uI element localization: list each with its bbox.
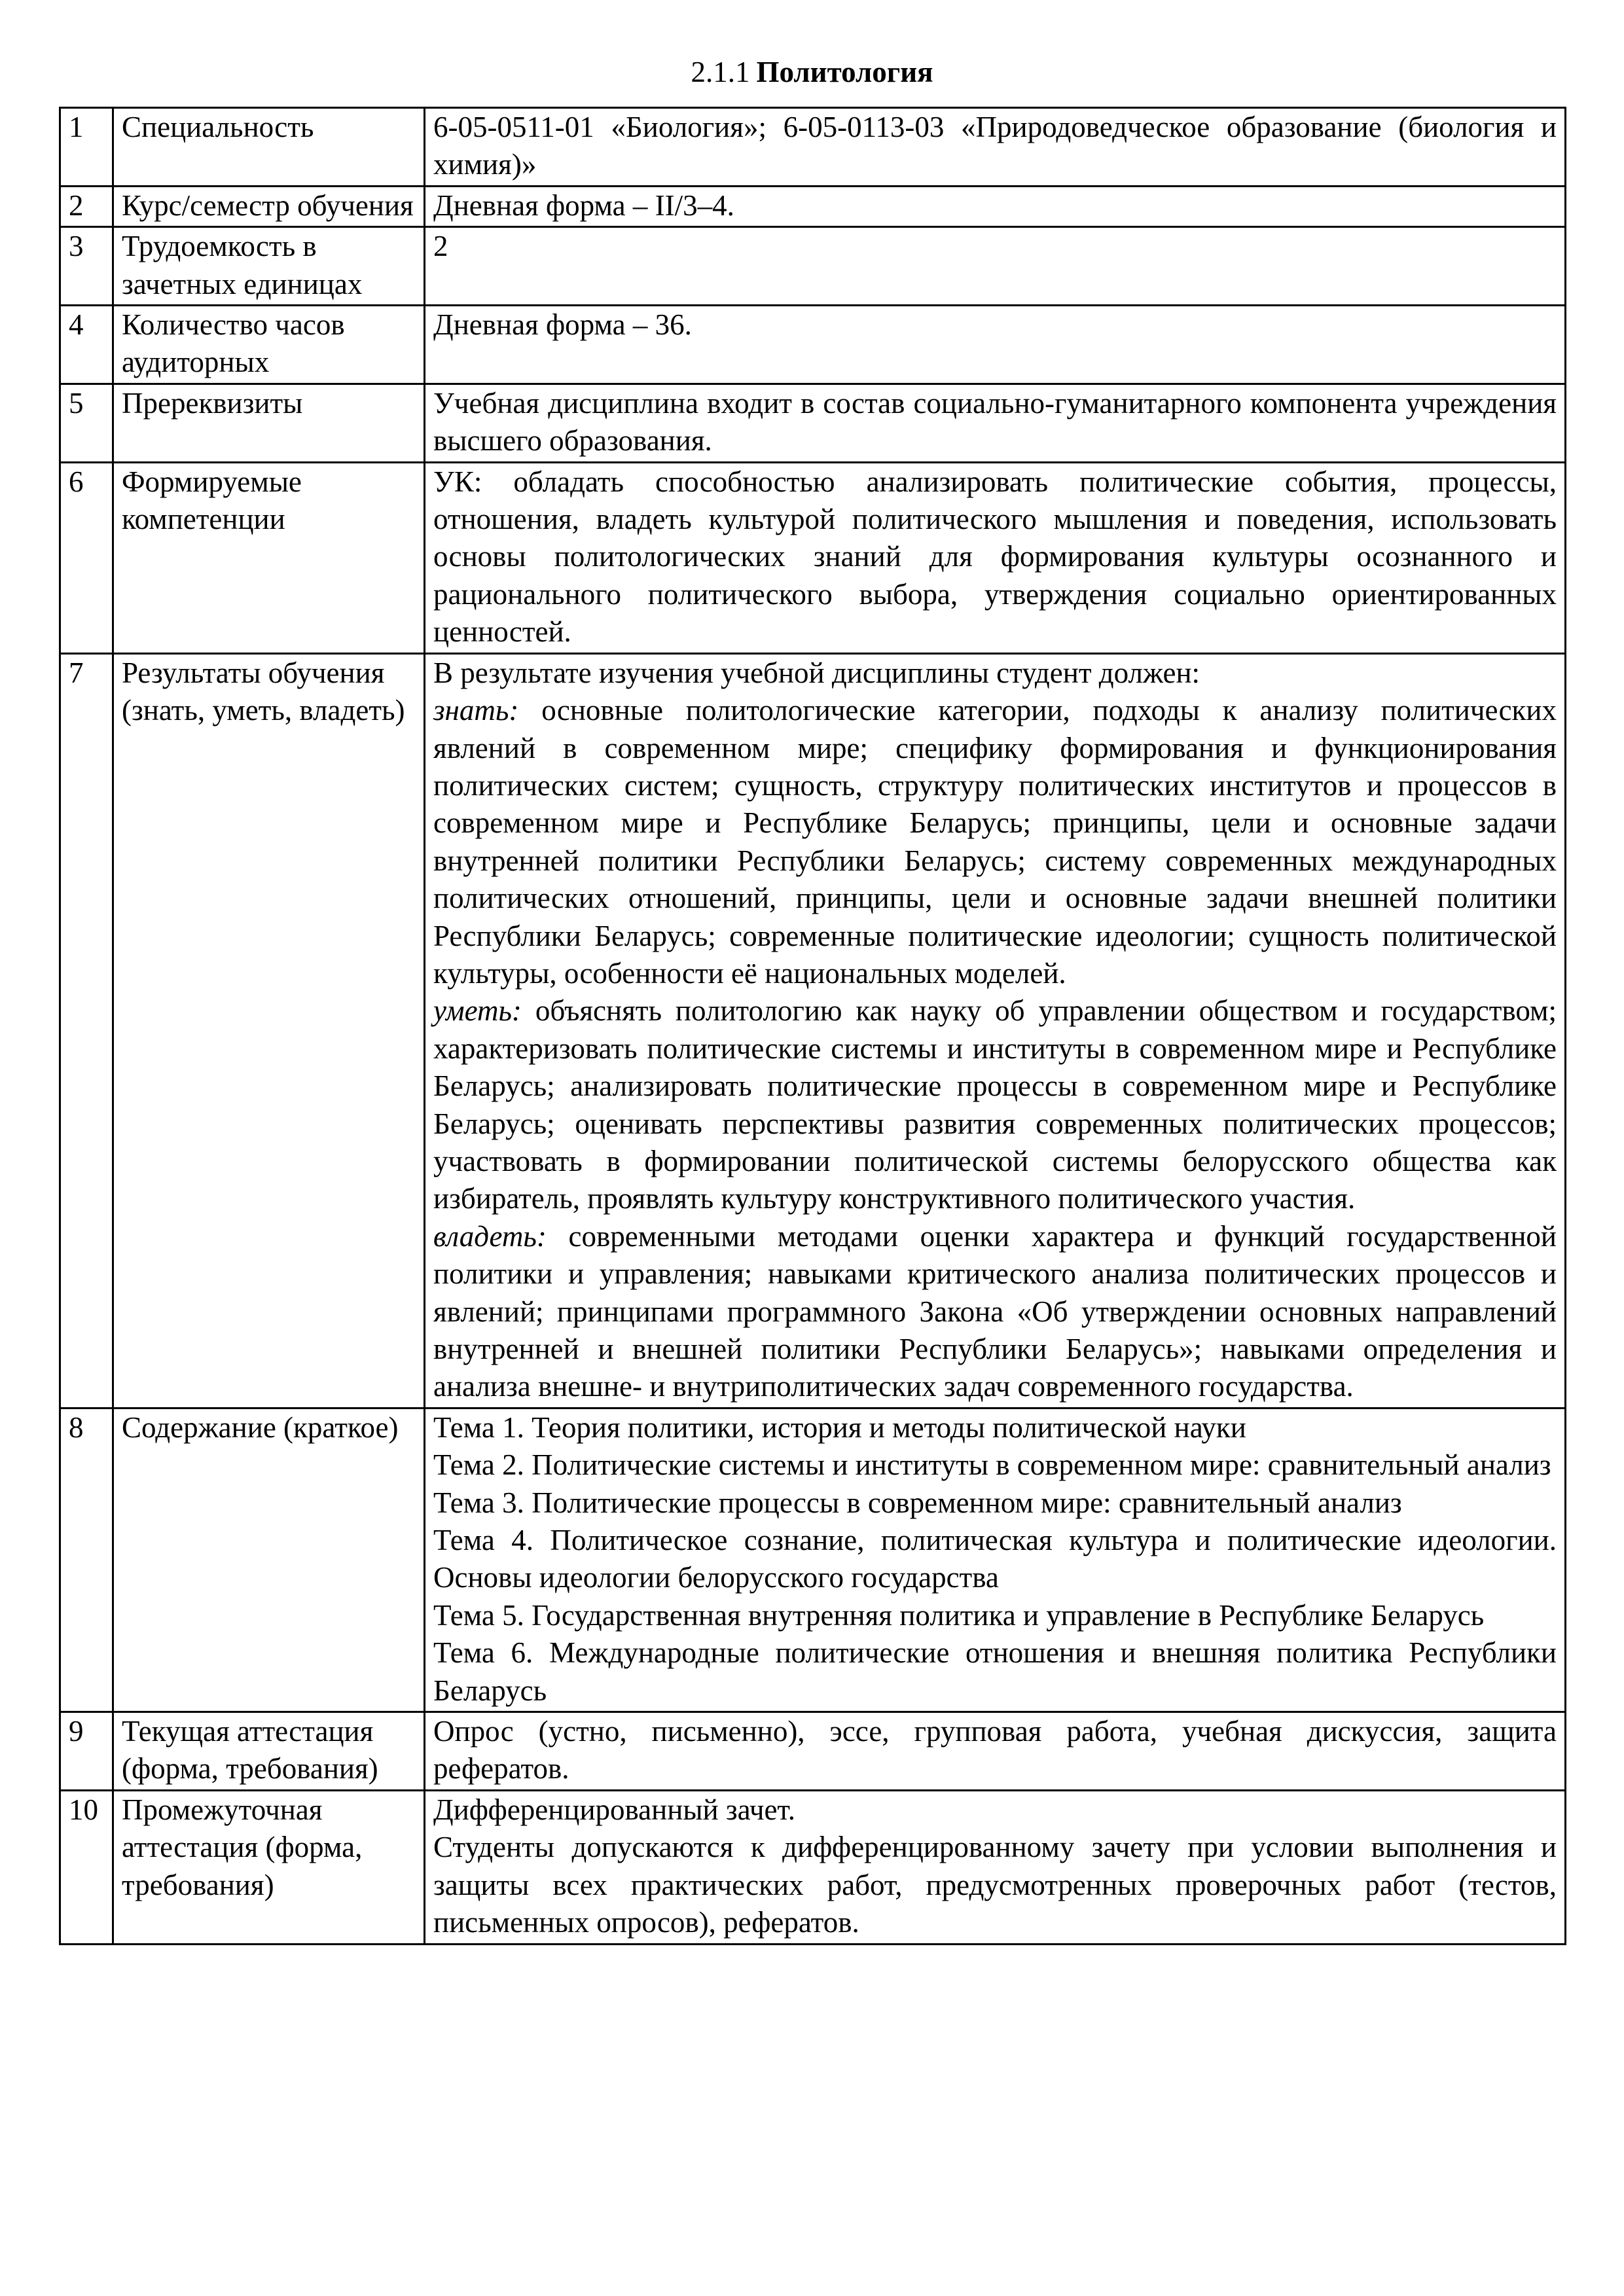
value-line: Дневная форма – II/3–4. xyxy=(433,188,734,222)
section-number: 2.1.1 xyxy=(691,56,750,88)
table-row xyxy=(60,384,1566,462)
table-row xyxy=(60,1712,1566,1791)
row-label: Трудоемкость в зачетных единицах xyxy=(113,227,425,306)
page-title xyxy=(0,54,1624,90)
row-label: Результаты обучения (знать, уметь, владеть) xyxy=(113,653,425,1408)
table-row xyxy=(60,306,1566,384)
row-label: Промежуточная аттестация (форма, требования) xyxy=(113,1790,425,1944)
know-text: основные политологические категории, подходы к анализу политических явлений в современном мире; специфику формирования и функционирования политических систем; сущность, структуру политических институтов и процессов в современном мире и Республике Беларусь; принципы, цели и основные задачи внутренней политики Республики Беларусь; систему современных международных политических отношений, принципы, цели и основные задачи внешней политики Республики Беларусь; современные политические идеологии; сущность политической культуры, особенности её национальных моделей. xyxy=(433,694,1557,990)
row-number: 4 xyxy=(60,306,113,384)
row-label: Содержание (краткое) xyxy=(113,1408,425,1712)
own-text: современными методами оценки характера и функций государственной политики и управления; навыками критического анализа политических процессов и явлений; принципами программного Закона «Об утверждении основных направлений внутренней и внешней политики Республики Беларусь»; навыками определения и анализа внешне- и внутриполитических задач современного государства. xyxy=(433,1219,1557,1403)
value-line: Дневная форма – 36. xyxy=(433,308,692,342)
row-label: Специальность xyxy=(113,108,425,187)
row-number: 1 xyxy=(60,108,113,187)
row-value xyxy=(425,108,1566,187)
row-number: 10 xyxy=(60,1790,113,1944)
row-value xyxy=(425,1790,1566,1944)
row-label: Курс/семестр обучения xyxy=(113,186,425,226)
row-number: 5 xyxy=(60,384,113,462)
row-label: Количество часов аудиторных xyxy=(113,306,425,384)
outcome-know xyxy=(433,692,1557,992)
value-line: 6-05-0511-01 «Биология»; 6-05-0113-03 «Природоведческое образование (биология и химия)» xyxy=(433,111,1557,181)
value-line: УК: обладать способностью анализировать политические события, процессы, отношения, владеть культурой политического мышления и поведения, использовать основы политологических знаний для формирования культуры осознанного и рационального политического выбора, утверждения социально ориентированных ценностей. xyxy=(433,465,1557,649)
row-number: 9 xyxy=(60,1712,113,1791)
table-row xyxy=(60,186,1566,226)
topic-item: Тема 6. Международные политические отношения и внешняя политика Республики Беларусь xyxy=(433,1636,1557,1707)
row-value xyxy=(425,306,1566,384)
own-keyword: владеть: xyxy=(433,1219,547,1253)
topic-item: Тема 2. Политические системы и институты в современном мире: сравнительный анализ xyxy=(433,1448,1551,1482)
section-title: Политология xyxy=(756,56,933,88)
value-line: Опрос (устно, письменно), эссе, групповая работа, учебная дискуссия, защита рефератов. xyxy=(433,1715,1557,1785)
table-row xyxy=(60,1408,1566,1712)
row-label: Пререквизиты xyxy=(113,384,425,462)
row-number: 2 xyxy=(60,186,113,226)
table-row xyxy=(60,1790,1566,1944)
row-number: 6 xyxy=(60,462,113,653)
row-value xyxy=(425,384,1566,462)
value-line: Учебная дисциплина входит в состав социально-гуманитарного компонента учреждения высшего образования. xyxy=(433,386,1557,457)
table-row xyxy=(60,108,1566,187)
value-line: Студенты допускаются к дифференцированному зачету при условии выполнения и защиты всех практических работ, предусмотренных проверочных работ (тестов, письменных опросов), рефератов. xyxy=(433,1831,1557,1939)
value-line: Дифференцированный зачет. xyxy=(433,1793,795,1826)
table-row xyxy=(60,227,1566,306)
value-line: 2 xyxy=(433,230,448,263)
row-value xyxy=(425,1408,1566,1712)
outcomes-intro: В результате изучения учебной дисциплины студент должен: xyxy=(433,656,1200,689)
topic-item: Тема 5. Государственная внутренняя политика и управление в Республике Беларусь xyxy=(433,1598,1485,1632)
row-value xyxy=(425,1712,1566,1791)
row-label: Формируемые компетенции xyxy=(113,462,425,653)
table-row xyxy=(60,653,1566,1408)
row-value xyxy=(425,462,1566,653)
outcome-own xyxy=(433,1218,1557,1406)
discipline-table xyxy=(59,107,1566,1945)
row-label: Текущая аттестация (форма, требования) xyxy=(113,1712,425,1791)
row-value xyxy=(425,227,1566,306)
row-number: 8 xyxy=(60,1408,113,1712)
row-value xyxy=(425,653,1566,1408)
row-value xyxy=(425,186,1566,226)
outcome-can xyxy=(433,992,1557,1217)
topic-item: Тема 3. Политические процессы в современном мире: сравнительный анализ xyxy=(433,1486,1402,1519)
topic-item: Тема 4. Политическое сознание, политическая культура и политические идеологии. Основы идеологии белорусского государства xyxy=(433,1524,1557,1594)
row-number: 3 xyxy=(60,227,113,306)
know-keyword: знать: xyxy=(433,694,519,727)
table-row xyxy=(60,462,1566,653)
topic-item: Тема 1. Теория политики, история и методы политической науки xyxy=(433,1410,1246,1444)
can-keyword: уметь: xyxy=(433,994,522,1028)
can-text: объяснять политологию как науку об управлении обществом и государством; характеризовать политические системы и институты в современном мире и Республике Беларусь; анализировать политические процессы в современном мире и Республике Беларусь; оценивать перспективы развития современных политических процессов; участвовать в формировании политической системы белорусского общества как избиратель, проявлять культуру конструктивного политического участия. xyxy=(433,994,1557,1215)
row-number: 7 xyxy=(60,653,113,1408)
